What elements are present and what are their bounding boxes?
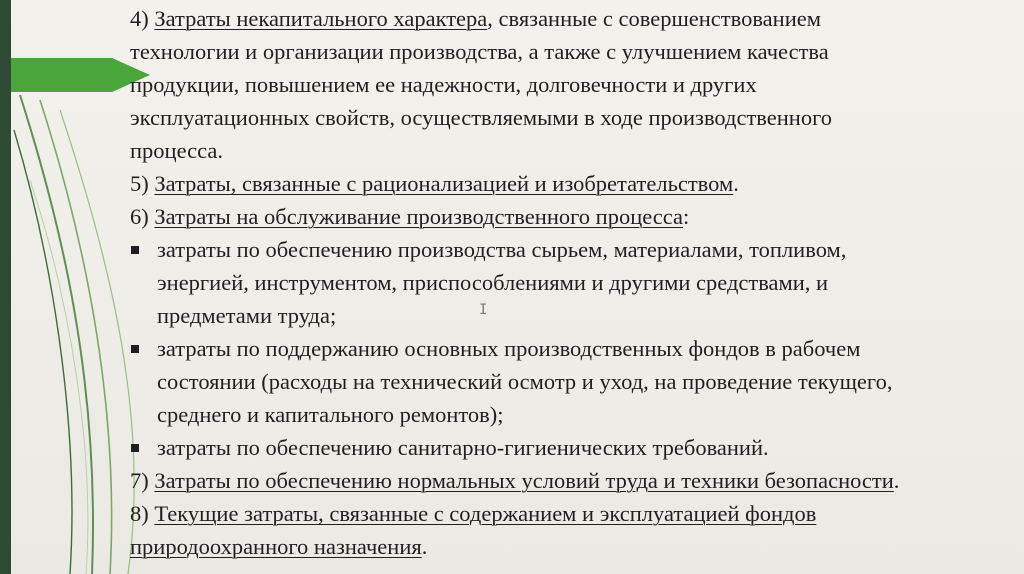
decor-curve-2 — [40, 100, 112, 574]
bullet-line: энергией, инструментом, приспособлениями и другими средствами, и — [157, 270, 829, 295]
item-title: Текущие затраты, связанные с содержанием и эксплуатацией фондов — [154, 501, 817, 526]
bullet-line: состоянии (расходы на технический осмотр и уход, на проведение текущего, — [157, 369, 893, 394]
item-title-rest: . — [421, 534, 428, 559]
item-8-line — [130, 530, 1010, 563]
item-4-heading — [130, 2, 1010, 35]
bullet-line: среднего и капитального ремонтов); — [157, 402, 504, 427]
item-title: Затраты некапитального характера — [154, 6, 488, 31]
item-number: 4) — [130, 6, 149, 31]
bullet-line: предметами труда; — [157, 303, 337, 328]
item-7-heading — [130, 464, 1010, 497]
item-title-rest: . — [893, 468, 900, 493]
slide-content — [130, 2, 1010, 563]
square-bullet-icon — [131, 345, 139, 353]
item-4-line: процесса. — [130, 138, 223, 163]
decor-curve-1 — [20, 95, 93, 574]
item-number: 6) — [130, 204, 149, 229]
item-number: 7) — [130, 468, 149, 493]
item-5-heading — [130, 167, 1010, 200]
item-4-line: эксплуатационных свойств, осуществляемыми в ходе производственного — [130, 105, 833, 130]
item-8-heading — [130, 497, 1010, 530]
bullet-line: затраты по обеспечению санитарно-гигиенических требований. — [157, 435, 769, 460]
square-bullet-icon — [131, 246, 139, 254]
item-title: Затраты, связанные с рационализацией и изобретательством — [154, 171, 734, 196]
item-title: Затраты на обслуживание производственного процесса — [154, 204, 684, 229]
item-4-line: продукции, повышением ее надежности, долговечности и других — [130, 72, 757, 97]
item-number: 8) — [130, 501, 149, 526]
item-number: 5) — [130, 171, 149, 196]
decor-curve-3 — [14, 130, 72, 574]
bullet-item — [130, 431, 1010, 464]
item-title-rest: : — [683, 204, 690, 229]
text-cursor-icon: I — [479, 302, 488, 318]
item-title-rest: . — [733, 171, 739, 196]
bullet-line: затраты по обеспечению производства сырьем, материалами, топливом, — [157, 237, 847, 262]
bullet-item — [130, 233, 1010, 332]
item-title: Затраты по обеспечению нормальных условий труда и техники безопасности — [154, 468, 894, 493]
square-bullet-icon — [131, 444, 139, 452]
item-title-rest: , связанные с совершенствованием — [487, 6, 821, 31]
bullet-line: затраты по поддержанию основных производственных фондов в рабочем — [157, 336, 861, 361]
item-6-heading — [130, 200, 1010, 233]
item-4-line: технологии и организации производства, а также с улучшением качества — [130, 39, 829, 64]
item-title-continued: природоохранного назначения — [130, 534, 422, 559]
bullet-item — [130, 332, 1010, 431]
